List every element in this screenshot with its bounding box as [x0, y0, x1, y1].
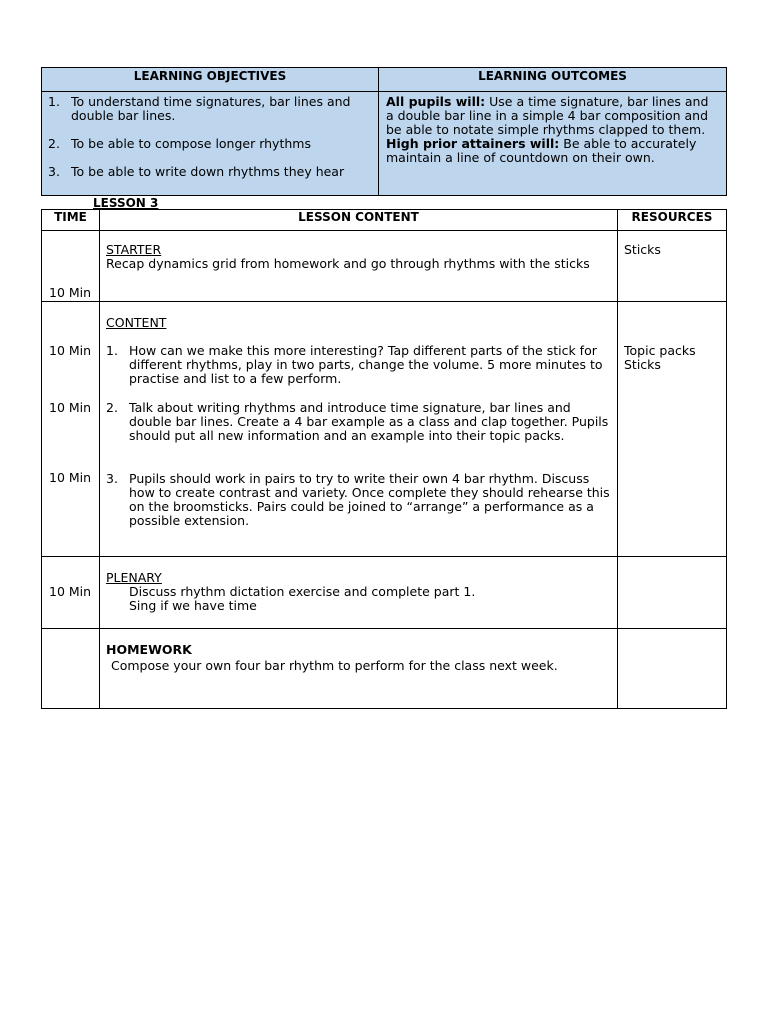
starter-resources-cell [618, 231, 727, 302]
content-content-cell [100, 302, 618, 557]
content-item-1-time: 10 Min [49, 343, 92, 358]
outcomes-header: LEARNING OUTCOMES [379, 68, 727, 92]
objectives-list [42, 92, 378, 179]
plenary-row [42, 557, 727, 629]
plenary-line-1: Discuss rhythm dictation exercise and complete part 1. [129, 584, 476, 599]
homework-resources-cell [618, 629, 727, 709]
objective-item [48, 137, 378, 151]
objective-number: 3. [48, 164, 60, 179]
content-title: CONTENT [106, 315, 167, 330]
resources-header: RESOURCES [618, 210, 727, 231]
lesson-plan-table [41, 209, 727, 709]
content-resource-topic-packs: Topic packs [624, 343, 696, 358]
homework-title: HOMEWORK [106, 642, 192, 657]
plenary-time: 10 Min [49, 584, 92, 599]
starter-time: 10 Min [49, 285, 92, 300]
content-item [106, 472, 611, 528]
outcome-all-label: All pupils will: [386, 94, 486, 109]
plenary-content-cell [100, 557, 618, 629]
plenary-line-2: Sing if we have time [129, 598, 257, 613]
objective-text: To be able to compose longer rhythms [71, 136, 311, 151]
starter-resource: Sticks [624, 242, 661, 257]
starter-text: Recap dynamics grid from homework and go through rhythms with the sticks [106, 256, 590, 271]
content-item [106, 401, 611, 443]
objectives-header: LEARNING OBJECTIVES [42, 68, 379, 92]
outcome-high-text: Be able to accurately maintain a line of countdown on their own. [386, 136, 697, 165]
objectives-cell [42, 92, 379, 196]
plenary-resources-cell [618, 557, 727, 629]
content-item [106, 344, 611, 386]
content-item-text: How can we make this more interesting? Tap different parts of the stick for different rhythms, play in two parts, change the volume. 5 more minutes to practise and list to a few perform. [129, 343, 603, 386]
objective-item [48, 165, 378, 179]
objective-text: To understand time signatures, bar lines and double bar lines. [71, 94, 351, 123]
objective-number: 2. [48, 136, 60, 151]
homework-time-cell [42, 629, 100, 709]
outcome-high-attainers [386, 137, 720, 165]
starter-row [42, 231, 727, 302]
content-time-cell [42, 302, 100, 557]
content-resources-cell [618, 302, 727, 557]
homework-row [42, 629, 727, 709]
content-item-text: Talk about writing rhythms and introduce time signature, bar lines and double bar lines. Create a 4 bar example as a class and clap together. Pupils should put all new information and an example into their topic packs. [129, 400, 609, 443]
content-item-number: 1. [106, 343, 118, 358]
time-header: TIME [42, 210, 100, 231]
plenary-time-cell [42, 557, 100, 629]
outcome-high-label: High prior attainers will: [386, 136, 560, 151]
objective-item [48, 95, 378, 123]
content-item-number: 3. [106, 471, 118, 486]
homework-text: Compose your own four bar rhythm to perform for the class next week. [111, 658, 558, 673]
starter-content-cell [100, 231, 618, 302]
content-item-text: Pupils should work in pairs to try to write their own 4 bar rhythm. Discuss how to create contrast and variety. Once complete they should rehearse this on the broomsticks. Pairs could be joined to “arrange” a performance as a possible extension. [129, 471, 610, 528]
content-resource-sticks: Sticks [624, 357, 661, 372]
content-item-3-time: 10 Min [49, 470, 92, 485]
objective-number: 1. [48, 94, 60, 109]
outcomes-cell [379, 92, 727, 196]
objective-text: To be able to write down rhythms they hear [71, 164, 345, 179]
content-row [42, 302, 727, 557]
outcome-all-text: Use a time signature, bar lines and a double bar line in a simple 4 bar composition and be able to notate simple rhythms clapped to them. [386, 94, 709, 137]
lesson-label: LESSON 3 [93, 196, 159, 210]
plenary-title: PLENARY [106, 570, 162, 585]
homework-content-cell [100, 629, 618, 709]
content-item-2-time: 10 Min [49, 400, 92, 415]
starter-title: STARTER [106, 242, 162, 257]
starter-time-cell [42, 231, 100, 302]
content-item-number: 2. [106, 400, 118, 415]
outcome-all-pupils [386, 95, 720, 137]
lesson-content-header: LESSON CONTENT [100, 210, 618, 231]
objectives-outcomes-table [41, 67, 727, 196]
